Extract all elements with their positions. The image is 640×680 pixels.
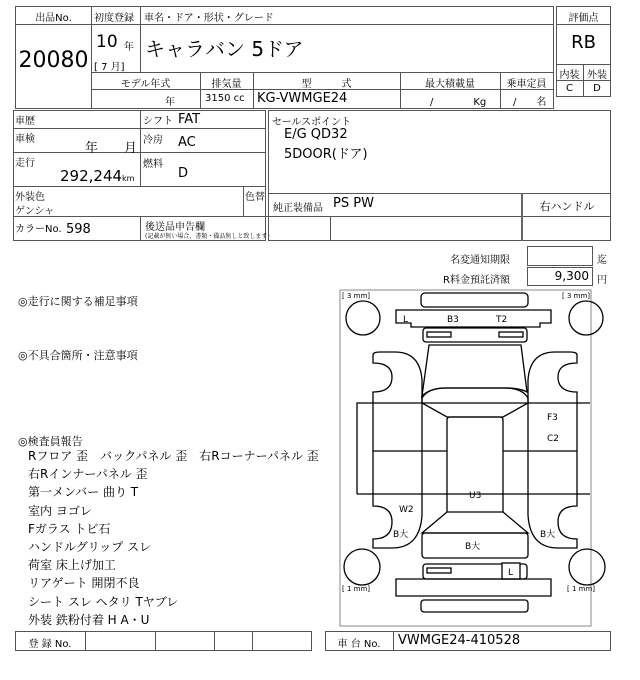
mileage-label: 走行 bbox=[15, 158, 35, 169]
front-left-wheel bbox=[346, 301, 380, 335]
reg-year: 10 bbox=[96, 32, 118, 52]
rear-trapezoid bbox=[422, 512, 528, 533]
damage-mark: B大 bbox=[540, 530, 556, 540]
inspection-value: 年 月 bbox=[85, 141, 138, 156]
equip-label: 純正装備品 bbox=[273, 203, 323, 214]
shift-value: FAT bbox=[178, 112, 201, 127]
capacity: / 名 bbox=[513, 97, 547, 108]
report-line: シート スレ ヘタリ Tヤブレ bbox=[28, 594, 179, 609]
max-load-label: 最大積載量 bbox=[425, 79, 475, 90]
report-line: 外装 鉄粉付着 H A・U bbox=[28, 612, 150, 627]
color-label: 外装色 bbox=[15, 192, 45, 203]
equip-value: PS PW bbox=[333, 196, 374, 211]
fuel-label: 燃料 bbox=[143, 159, 163, 170]
damage-mark: L bbox=[508, 568, 514, 578]
rear-left-wheel bbox=[344, 549, 380, 585]
exterior-grade: D bbox=[593, 83, 601, 94]
exterior-label: 外装 bbox=[587, 70, 607, 81]
shift-label: シフト bbox=[143, 116, 173, 127]
lot-number: 20080 bbox=[18, 48, 89, 73]
rear-right-tire-depth: [ 1 mm] bbox=[567, 585, 596, 593]
report-line: 荷室 床上げ加工 bbox=[28, 558, 116, 573]
model-type: KG-VWMGE24 bbox=[257, 91, 348, 106]
type-label: 型 式 bbox=[301, 79, 352, 90]
name-label: 車名・ドア・形状・グレード bbox=[144, 13, 274, 24]
model-year: 年 bbox=[165, 97, 175, 108]
damage-mark: B3 bbox=[447, 315, 459, 325]
sales-point: 5DOOR(ドア) bbox=[284, 147, 368, 162]
interior-grade: C bbox=[566, 83, 573, 94]
fuel-value: D bbox=[178, 166, 189, 181]
sales-label: セールスポイント bbox=[272, 117, 352, 128]
lot-label: 出品No. bbox=[35, 13, 72, 24]
driving-notes-heading: ◎走行に関する補足事項 bbox=[18, 295, 138, 308]
ac-value: AC bbox=[178, 135, 196, 150]
registration-label: 登 録 No. bbox=[28, 639, 72, 650]
first-reg-label: 初度登録 bbox=[94, 13, 134, 24]
name-change-label: 名変通知期限 bbox=[450, 255, 510, 266]
ac-label: 冷房 bbox=[143, 135, 163, 146]
rear-rail bbox=[396, 579, 551, 596]
history-label: 車歴 bbox=[15, 116, 35, 127]
report-line: リアゲート 開閉不良 bbox=[28, 576, 140, 591]
report-line: 第一メンバー 曲り T bbox=[28, 485, 139, 500]
color-value: ゲンシャ bbox=[15, 206, 55, 217]
displacement: 3150 cc bbox=[205, 93, 245, 104]
color-no-label: カラーNo. bbox=[15, 224, 62, 235]
report-line: ハンドルグリップ スレ bbox=[28, 540, 152, 555]
damage-mark: F3 bbox=[547, 413, 558, 423]
max-load: / Kg bbox=[430, 97, 487, 108]
front-rail bbox=[396, 310, 551, 327]
report-line: 室内 ヨゴレ bbox=[28, 503, 92, 518]
model-year-label: モデル年式 bbox=[120, 79, 171, 90]
inspection-label: 車検 bbox=[15, 134, 35, 145]
front-right-wheel bbox=[569, 301, 603, 335]
defects-heading: ◎不具合箇所・注意事項 bbox=[18, 349, 138, 362]
year-unit: 年 bbox=[124, 42, 134, 53]
front-left-tire-depth: [ 3 mm] bbox=[342, 292, 371, 300]
damage-mark: B大 bbox=[465, 542, 481, 552]
name-change-suffix: 迄 bbox=[597, 255, 607, 266]
reg-month: [ 7 月] bbox=[94, 62, 125, 73]
left-front-fender bbox=[373, 352, 422, 403]
recycle-label: R料金預託済額 bbox=[443, 275, 510, 286]
damage-mark: T2 bbox=[496, 315, 508, 325]
rear-bumper bbox=[421, 600, 528, 612]
damage-mark: U3 bbox=[469, 491, 482, 501]
capacity-label: 乗車定員 bbox=[506, 79, 547, 90]
damage-mark: W2 bbox=[399, 505, 414, 515]
report-line: Rフロア 歪 バックパネル 歪 右Rコーナーパネル 歪 bbox=[28, 449, 319, 463]
recycle-amount: 9,300 bbox=[554, 269, 589, 283]
interior-label: 内装 bbox=[559, 70, 580, 81]
mileage: 292,244 bbox=[60, 167, 123, 185]
score-value: RB bbox=[571, 32, 596, 53]
right-front-fender bbox=[528, 352, 577, 403]
color-no: 598 bbox=[66, 222, 91, 237]
front-right-tire-depth: [ 3 mm] bbox=[562, 292, 591, 300]
damage-mark: B大 bbox=[393, 530, 409, 540]
chassis-label: 車 台 No. bbox=[337, 639, 381, 650]
color-change-label: 色替 bbox=[245, 192, 265, 203]
later-label: 後送品申告欄 bbox=[145, 222, 205, 233]
rear-right-wheel bbox=[569, 549, 605, 585]
report-line: Fガラス トビ石 bbox=[28, 521, 111, 536]
recycle-unit: 円 bbox=[597, 275, 607, 286]
later-note: (記載が無い場合、書類・備品無しと致します) bbox=[145, 233, 270, 240]
sales-point: E/G QD32 bbox=[284, 127, 348, 142]
rear-left-tire-depth: [ 1 mm] bbox=[342, 585, 371, 593]
steering: 右ハンドル bbox=[539, 200, 595, 213]
inspector-heading: ◎検査員報告 bbox=[18, 435, 83, 448]
damage-mark: C2 bbox=[547, 434, 560, 444]
mileage-unit: km bbox=[122, 174, 135, 183]
front-bumper bbox=[421, 293, 528, 307]
score-label: 評価点 bbox=[568, 13, 599, 24]
chassis-number: VWMGE24-410528 bbox=[398, 633, 521, 648]
damage-mark: L bbox=[403, 315, 409, 325]
displacement-label: 排気量 bbox=[211, 79, 242, 90]
car-name: キャラバン 5ドア bbox=[145, 37, 304, 61]
report-line: 右Rインナーパネル 歪 bbox=[28, 467, 148, 482]
